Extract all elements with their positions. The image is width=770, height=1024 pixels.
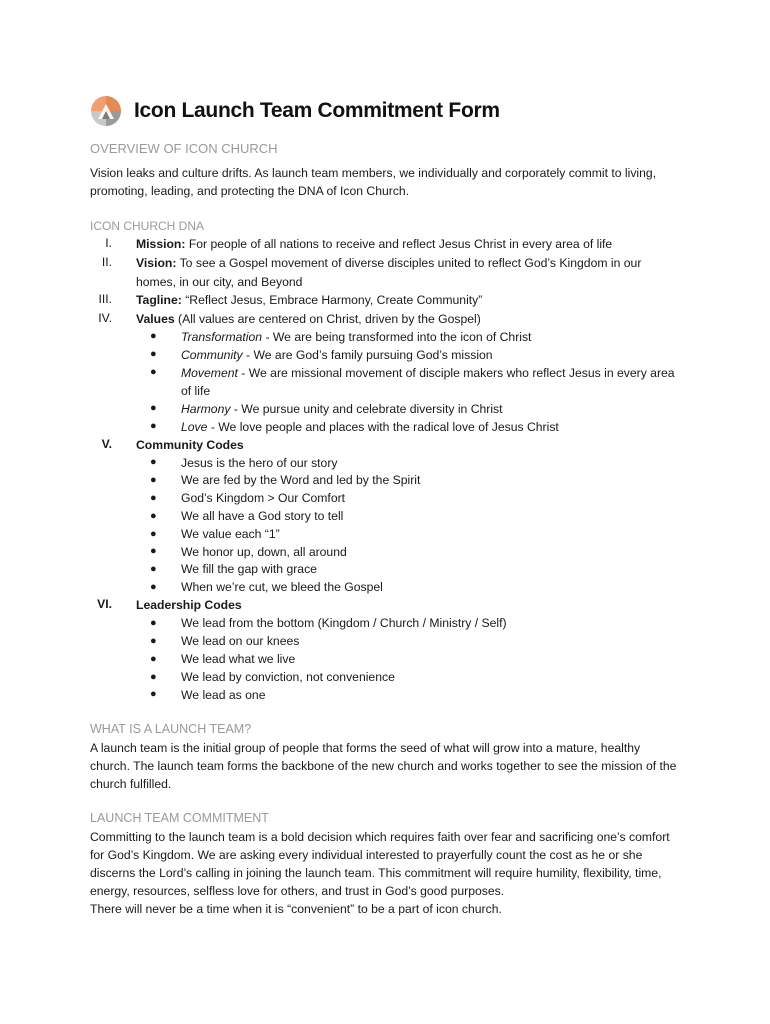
bullet-icon: ● (150, 617, 157, 629)
bullet-icon: ● (150, 545, 157, 557)
bullet-icon: ● (150, 474, 157, 486)
commitment-line: Committing to the launch team is a bold decision which requires faith over fear and sacrificing one’s comfort (90, 830, 670, 844)
community-code-item: When we’re cut, we bleed the Gospel (181, 580, 383, 594)
community-code-item: We are fed by the Word and led by the Spirit (181, 473, 421, 487)
launch-team-heading: WHAT IS A LAUNCH TEAM? (90, 722, 252, 736)
value-community: Community - We are God’s family pursuing God’s mission (181, 348, 493, 362)
dna-tagline: Tagline: “Reflect Jesus, Embrace Harmony, Create Community” (136, 293, 483, 307)
value-harmony: Harmony - We pursue unity and celebrate diversity in Christ (181, 402, 503, 416)
dna-num-3: III. (98, 292, 112, 306)
bullet-icon: ● (150, 653, 157, 665)
value-love: Love - We love people and places with the radical love of Jesus Christ (181, 420, 559, 434)
leadership-codes-heading: Leadership Codes (136, 598, 242, 612)
form-header (90, 94, 500, 128)
bullet-icon: ● (150, 671, 157, 683)
commitment-heading: LAUNCH TEAM COMMITMENT (90, 811, 269, 825)
bullet-icon: ● (150, 456, 157, 468)
overview-heading: OVERVIEW OF ICON CHURCH (90, 141, 278, 156)
launch-team-line: A launch team is the initial group of people that forms the seed of what will grow into a mature, healthy (90, 741, 641, 755)
bullet-icon: ● (150, 402, 157, 414)
leadership-code-item: We lead by conviction, not convenience (181, 670, 395, 684)
dna-num-6: VI. (97, 597, 112, 611)
community-codes-heading: Community Codes (136, 438, 244, 452)
leadership-code-item: We lead from the bottom (Kingdom / Church / Ministry / Self) (181, 616, 507, 630)
bullet-icon: ● (150, 528, 157, 540)
value-movement: Movement - We are missional movement of disciple makers who reflect Jesus in every area (181, 366, 675, 380)
bullet-icon: ● (150, 688, 157, 700)
value-movement-cont: of life (181, 384, 211, 398)
community-code-item: We honor up, down, all around (181, 545, 347, 559)
bullet-icon: ● (150, 581, 157, 593)
value-transformation: Transformation - We are being transformed into the icon of Christ (181, 330, 532, 344)
icon-church-logo-icon (90, 95, 122, 127)
bullet-icon: ● (150, 330, 157, 342)
page-title: Icon Launch Team Commitment Form (134, 99, 500, 122)
overview-text: Vision leaks and culture drifts. As launch team members, we individually and corporately commit to living, promoting, leading, and protecting the DNA of Icon Church. (90, 166, 657, 198)
bullet-icon: ● (150, 635, 157, 647)
dna-num-4: IV. (98, 311, 112, 325)
dna-mission: Mission: For people of all nations to receive and reflect Jesus Christ in every area of life (136, 237, 613, 251)
community-code-item: God’s Kingdom > Our Comfort (181, 491, 346, 505)
commitment-line: There will never be a time when it is “convenient” to be a part of icon church. (90, 902, 502, 916)
commitment-line: for God’s Kingdom. We are asking every individual interested to prayerfully count the cost as he or she (90, 848, 643, 862)
dna-num-2: II. (101, 255, 112, 269)
bullet-icon: ● (150, 420, 157, 432)
community-code-item: Jesus is the hero of our story (181, 456, 338, 470)
community-code-item: We value each “1” (181, 527, 280, 541)
bullet-icon: ● (150, 492, 157, 504)
bullet-icon: ● (150, 366, 157, 378)
dna-vision: Vision: To see a Gospel movement of diverse disciples united to reflect God’s Kingdom in our (136, 256, 642, 270)
community-code-item: We fill the gap with grace (181, 562, 317, 576)
launch-team-line: church. The launch team forms the backbone of the new church and works together to see the mission of the (90, 759, 677, 773)
leadership-code-item: We lead what we live (181, 652, 296, 666)
bullet-icon: ● (150, 563, 157, 575)
dna-num-1: I. (105, 236, 112, 250)
leadership-code-item: We lead as one (181, 688, 266, 702)
commitment-line: discerns the Lord’s calling in joining the launch team. This commitment will require humility, flexibility, time, (90, 866, 662, 880)
dna-heading: ICON CHURCH DNA (90, 219, 204, 233)
commitment-line: energy, resources, selfless love for others, and trust in God’s good purposes. (90, 884, 505, 898)
dna-values: Values (All values are centered on Christ, driven by the Gospel) (136, 312, 481, 326)
bullet-icon: ● (150, 510, 157, 522)
dna-num-5: V. (101, 437, 112, 451)
dna-vision-cont: homes, in our city, and Beyond (136, 275, 303, 289)
leadership-code-item: We lead on our knees (181, 634, 300, 648)
bullet-icon: ● (150, 348, 157, 360)
community-code-item: We all have a God story to tell (181, 509, 344, 523)
launch-team-line: church fulfilled. (90, 777, 172, 791)
